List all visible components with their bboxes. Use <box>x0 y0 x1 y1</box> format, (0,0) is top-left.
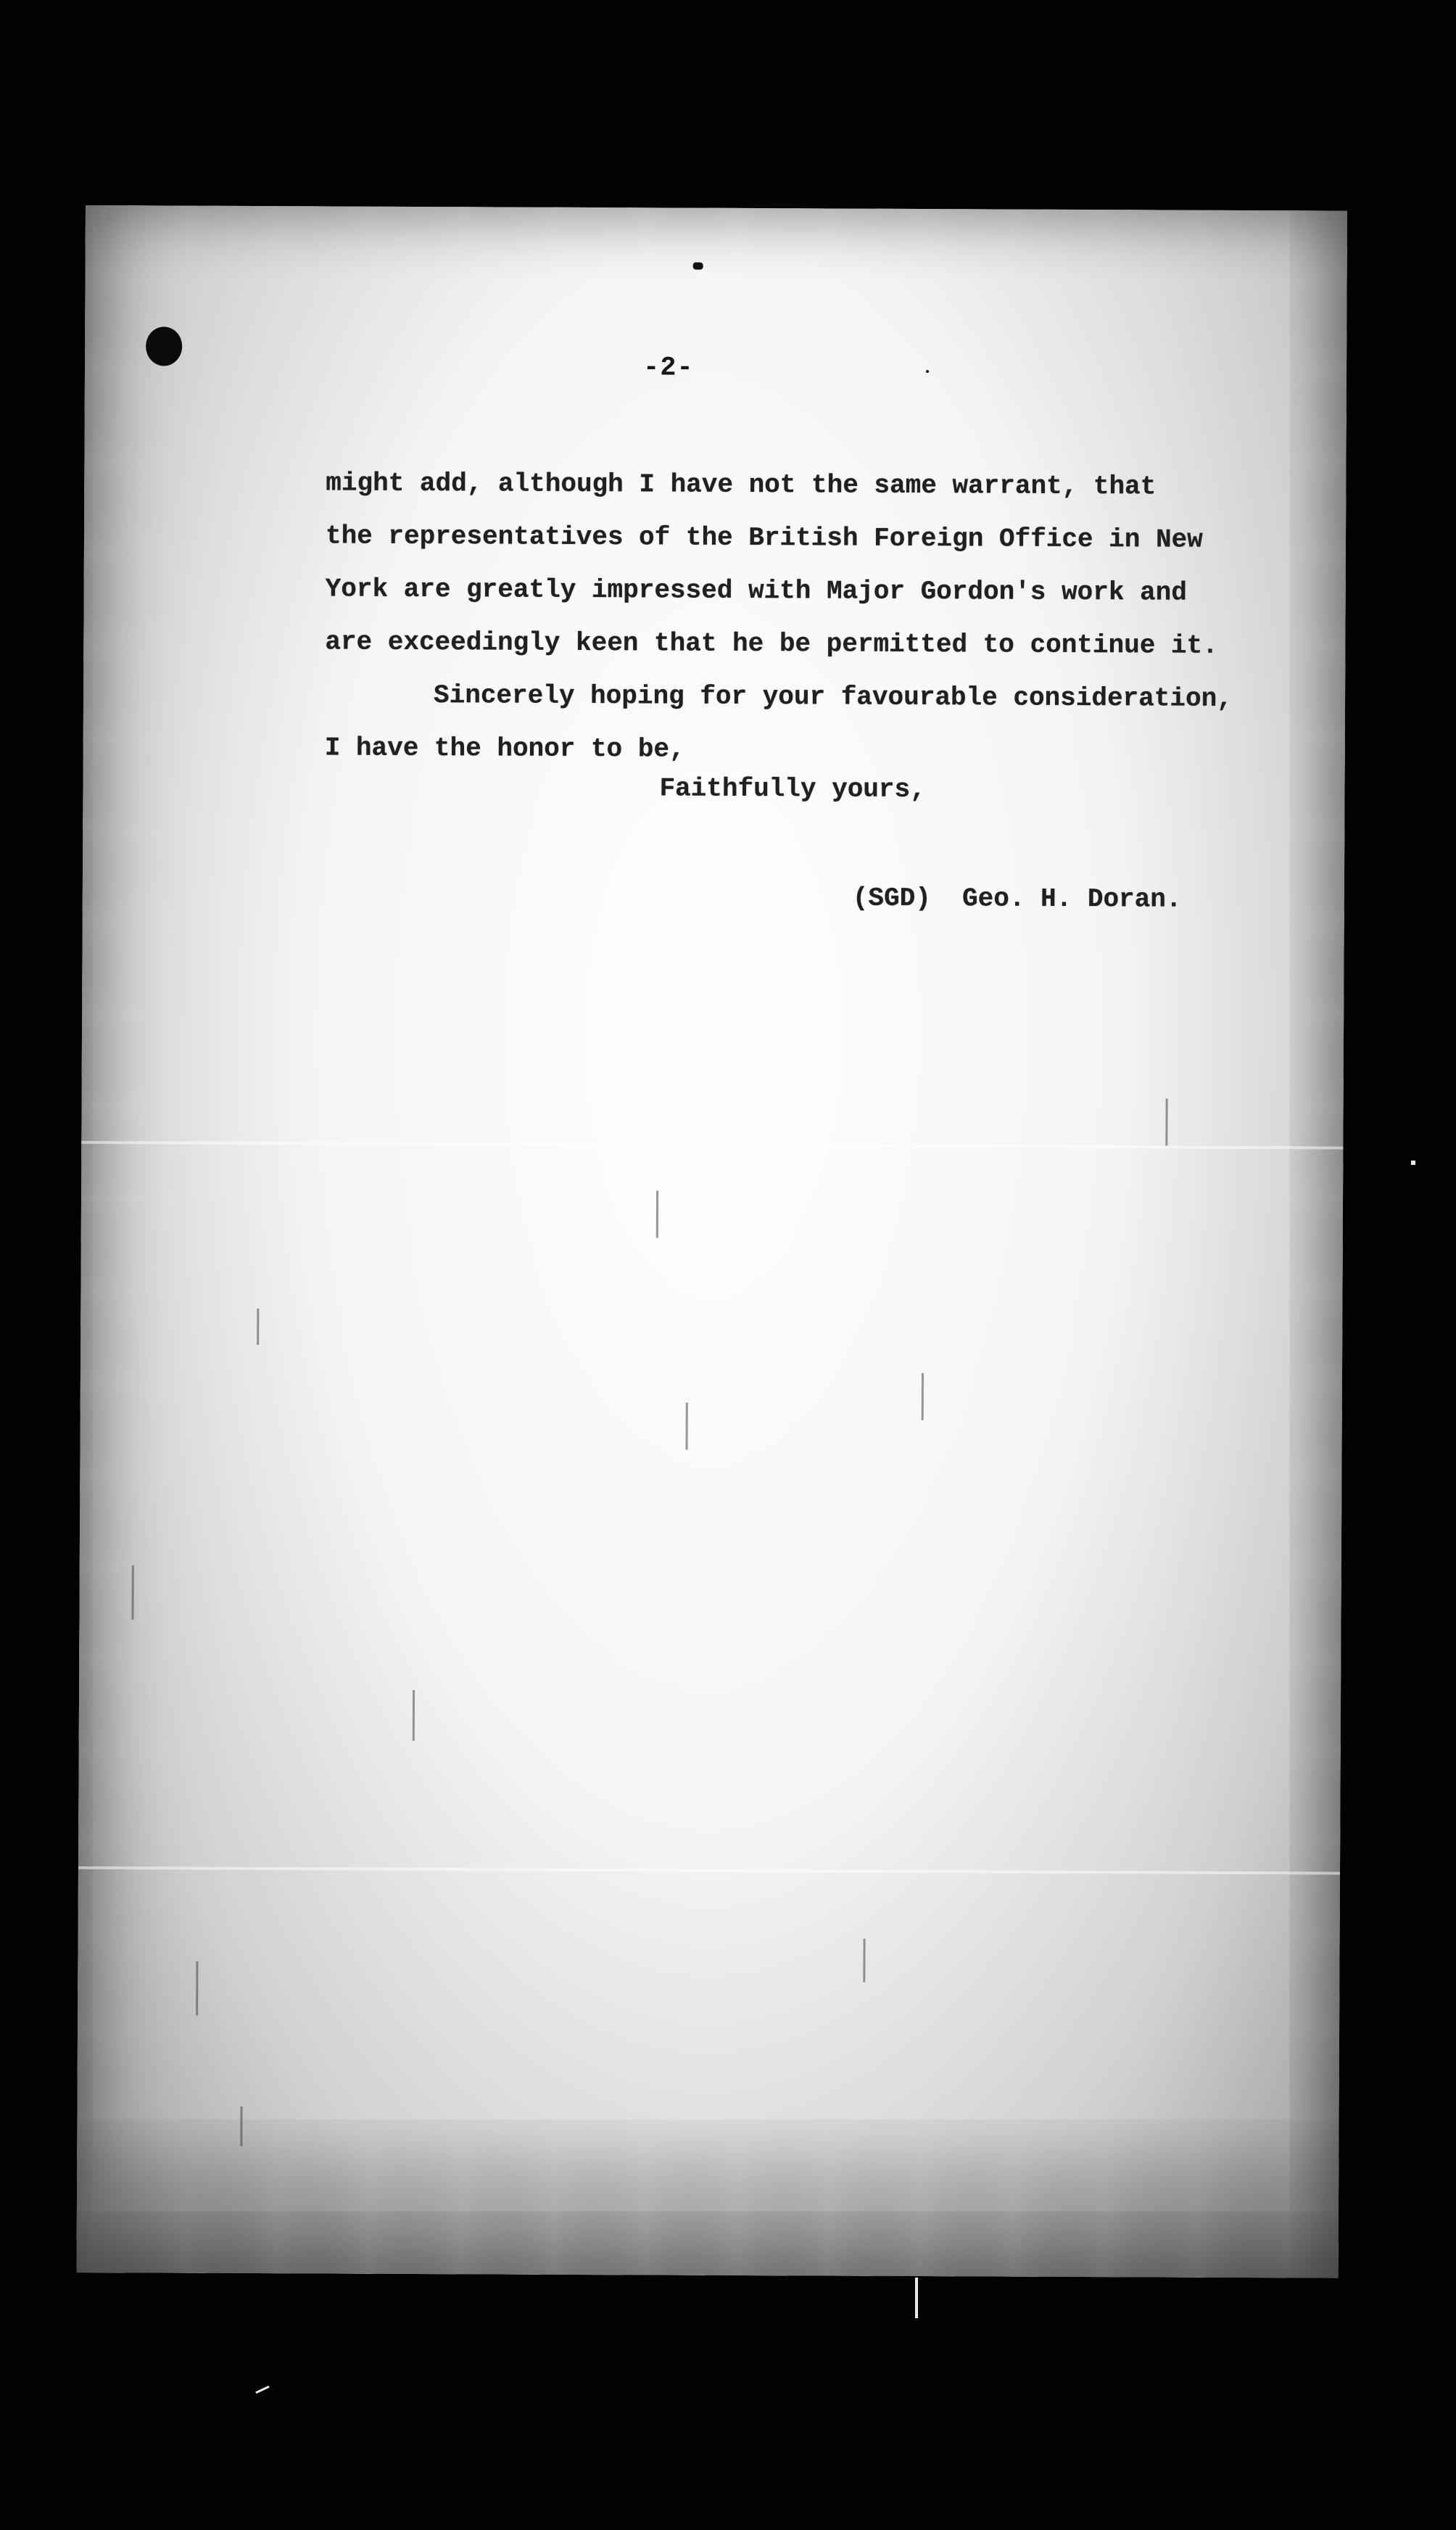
film-scratch <box>196 1961 198 2016</box>
film-scratch <box>257 1309 259 1345</box>
film-band <box>78 1866 1340 1875</box>
film-scratch <box>656 1190 658 1237</box>
film-scratch <box>413 1690 415 1741</box>
film-band <box>81 1141 1343 1150</box>
page-number: -2- <box>642 353 694 384</box>
body-line: might add, although I have not the same warrant, that <box>326 468 1157 502</box>
punch-hole <box>146 326 182 366</box>
film-scratch <box>1165 1099 1167 1146</box>
closing-line: Faithfully yours, <box>659 773 926 805</box>
body-line: Sincerely hoping for your favourable consideration, <box>433 680 1233 714</box>
film-scratch <box>131 1565 133 1620</box>
film-scratch <box>922 1373 924 1420</box>
body-line: the representatives of the British Foreign Office in New <box>325 521 1203 555</box>
body-line: York are greatly impressed with Major Gordon's work and <box>325 574 1187 608</box>
letter-body <box>325 456 1349 778</box>
body-line: are exceedingly keen that he be permitted to continue it. <box>325 627 1218 661</box>
document-page <box>77 205 1347 2278</box>
body-line: I have the honor to be, <box>324 733 685 765</box>
edge-scratch <box>915 2278 918 2318</box>
speck-mark <box>926 370 929 373</box>
speck-mark <box>693 263 703 270</box>
film-scratch <box>240 2106 242 2146</box>
film-scratch <box>863 1939 865 1982</box>
signature-line: (SGD) Geo. H. Doran. <box>852 883 1182 915</box>
film-scratch <box>686 1403 688 1450</box>
edge-scratch <box>255 2386 269 2394</box>
edge-scratch <box>1411 1161 1415 1165</box>
